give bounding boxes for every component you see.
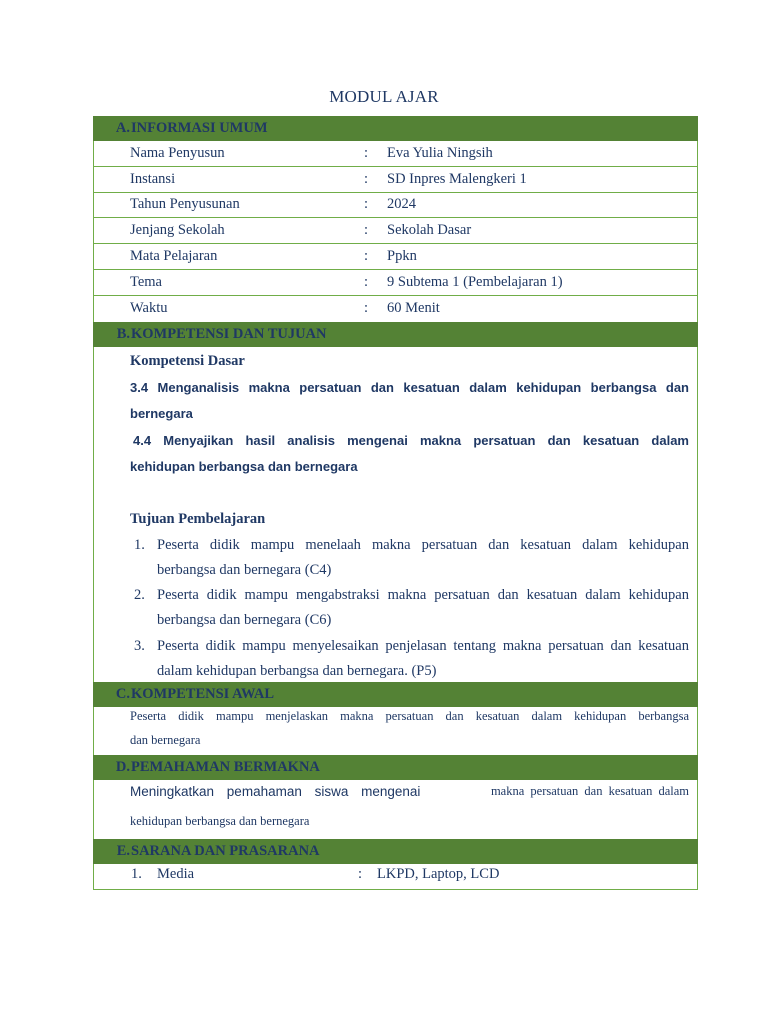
section-a-header [93, 116, 698, 141]
section-title: KOMPETENSI AWAL [131, 685, 275, 702]
sarana-value: LKPD, Laptop, LCD [377, 865, 500, 882]
info-value: Eva Yulia Ningsih [387, 144, 493, 161]
tujuan-item-number: 2. [134, 586, 145, 603]
info-row-tahun-penyusunan [93, 193, 698, 219]
section-letter: D. [115, 758, 130, 775]
kompetensi-tujuan-body [93, 347, 698, 682]
kd-4-4-line2: kehidupan berbangsa dan bernegara [130, 458, 358, 474]
modul-table [93, 116, 698, 890]
info-colon: : [364, 222, 369, 239]
info-label: Jenjang Sekolah [130, 222, 225, 239]
section-title: KOMPETENSI DAN TUJUAN [131, 325, 327, 342]
sarana-body [93, 864, 698, 890]
pemahaman-line1-sans: Meningkatkan pemahaman siswa mengenai [130, 783, 421, 799]
tujuan-item-2-line2: berbangsa dan bernegara (C6) [157, 611, 332, 628]
tujuan-item-1-line1: Peserta didik mampu menelaah makna persatuan dan kesatuan dalam kehidupan [157, 536, 689, 553]
info-colon: : [364, 300, 369, 317]
tujuan-item-number: 3. [134, 637, 145, 654]
kompetensi-dasar-heading: Kompetensi Dasar [130, 352, 245, 369]
tujuan-item-2-line1: Peserta didik mampu mengabstraksi makna persatuan dan kesatuan dalam kehidupan [157, 586, 689, 603]
section-c-header [93, 682, 698, 707]
section-title: PEMAHAMAN BERMAKNA [131, 758, 320, 775]
info-label: Instansi [130, 170, 176, 187]
info-colon: : [364, 273, 369, 290]
tujuan-item-number: 1. [134, 536, 145, 553]
info-label: Tema [130, 273, 162, 290]
info-row-mata-pelajaran [93, 244, 698, 270]
kompetensi-awal-body [93, 707, 698, 755]
info-label: Mata Pelajaran [130, 248, 218, 265]
pemahaman-bermakna-body [93, 780, 698, 839]
sarana-number: 1. [131, 865, 142, 882]
kompetensi-awal-line1: Peserta didik mampu menjelaskan makna persatuan dan kesatuan dalam kehidupan berbangsa [130, 708, 689, 723]
info-row-nama-penyusun [93, 141, 698, 167]
kompetensi-awal-line2: dan bernegara [130, 732, 201, 747]
info-row-instansi [93, 167, 698, 193]
section-title: SARANA DAN PRASARANA [131, 842, 320, 859]
info-value: SD Inpres Malengkeri 1 [387, 170, 527, 187]
info-value: 60 Menit [387, 300, 440, 317]
kd-3-4-line1: 3.4 Menganalisis makna persatuan dan kesatuan dalam kehidupan berbangsa dan [130, 379, 689, 395]
section-letter: A. [115, 120, 130, 136]
section-e-header [93, 839, 698, 864]
info-label: Tahun Penyusunan [130, 196, 240, 213]
info-value: Ppkn [387, 248, 417, 265]
pemahaman-line1 [130, 784, 689, 799]
section-d-header [93, 755, 698, 780]
info-colon: : [364, 196, 369, 213]
pemahaman-line2: kehidupan berbangsa dan bernegara [130, 813, 310, 828]
section-letter: E. [116, 842, 130, 859]
info-row-waktu [93, 296, 698, 322]
tujuan-heading: Tujuan Pembelajaran [130, 510, 266, 527]
info-colon: : [364, 144, 369, 161]
info-row-tema [93, 270, 698, 296]
tujuan-item-1-line2: berbangsa dan bernegara (C4) [157, 561, 332, 578]
section-letter: C. [115, 685, 130, 702]
info-value: 2024 [387, 196, 416, 213]
info-colon: : [364, 248, 369, 265]
section-b-header [93, 322, 698, 347]
kd-3-4-line2: bernegara [130, 405, 193, 421]
sarana-colon: : [358, 865, 363, 882]
sarana-label: Media [157, 865, 195, 882]
info-label: Nama Penyusun [130, 144, 225, 161]
info-value: Sekolah Dasar [387, 222, 472, 239]
section-letter: B. [116, 325, 130, 342]
pemahaman-line1-serif: makna persatuan dan kesatuan dalam [490, 783, 689, 798]
info-colon: : [364, 170, 369, 187]
info-label: Waktu [130, 300, 168, 317]
kd-4-4-line1: 4.4 Menyajikan hasil analisis mengenai makna persatuan dan kesatuan dalam [133, 432, 689, 448]
tujuan-item-3-line2: dalam kehidupan berbangsa dan bernegara. (P5) [157, 662, 437, 679]
section-title: INFORMASI UMUM [131, 120, 268, 136]
page-title: MODUL AJAR [329, 87, 439, 106]
info-row-jenjang-sekolah [93, 218, 698, 244]
tujuan-item-3-line1: Peserta didik mampu menyelesaikan penjelasan tentang makna persatuan dan kesatuan [157, 637, 689, 654]
info-value: 9 Subtema 1 (Pembelajaran 1) [387, 273, 563, 290]
